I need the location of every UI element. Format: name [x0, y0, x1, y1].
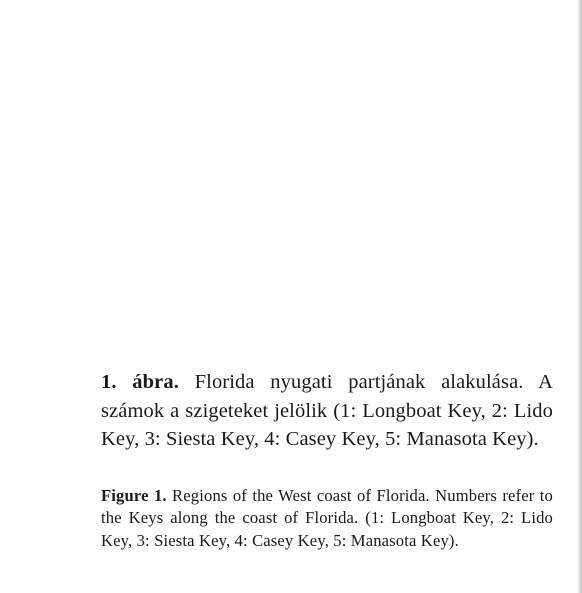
figure-caption-text-english: Regions of the West coast of Florida. Numbers refer to the Keys along the coast of Florida. (1: Longboat Key, 2: Lido Key, 3: Siesta Key, 4: Casey Key, 5: Manasota Key). — [101, 486, 553, 550]
figure-caption-text-hungarian: Florida nyugati partjának alakulása. A számok a szigeteket jelölik (1: Longboat Key, 2: Lido Key, 3: Siesta Key, 4: Casey Key, 5: Manasota Key). — [101, 371, 553, 450]
figure-label-english: Figure 1. — [101, 486, 167, 505]
figure-label-hungarian: 1. ábra. — [101, 371, 179, 393]
figure-caption-hungarian — [101, 368, 553, 454]
page-edge-shadow — [577, 0, 582, 593]
figure-caption-english — [101, 485, 553, 552]
